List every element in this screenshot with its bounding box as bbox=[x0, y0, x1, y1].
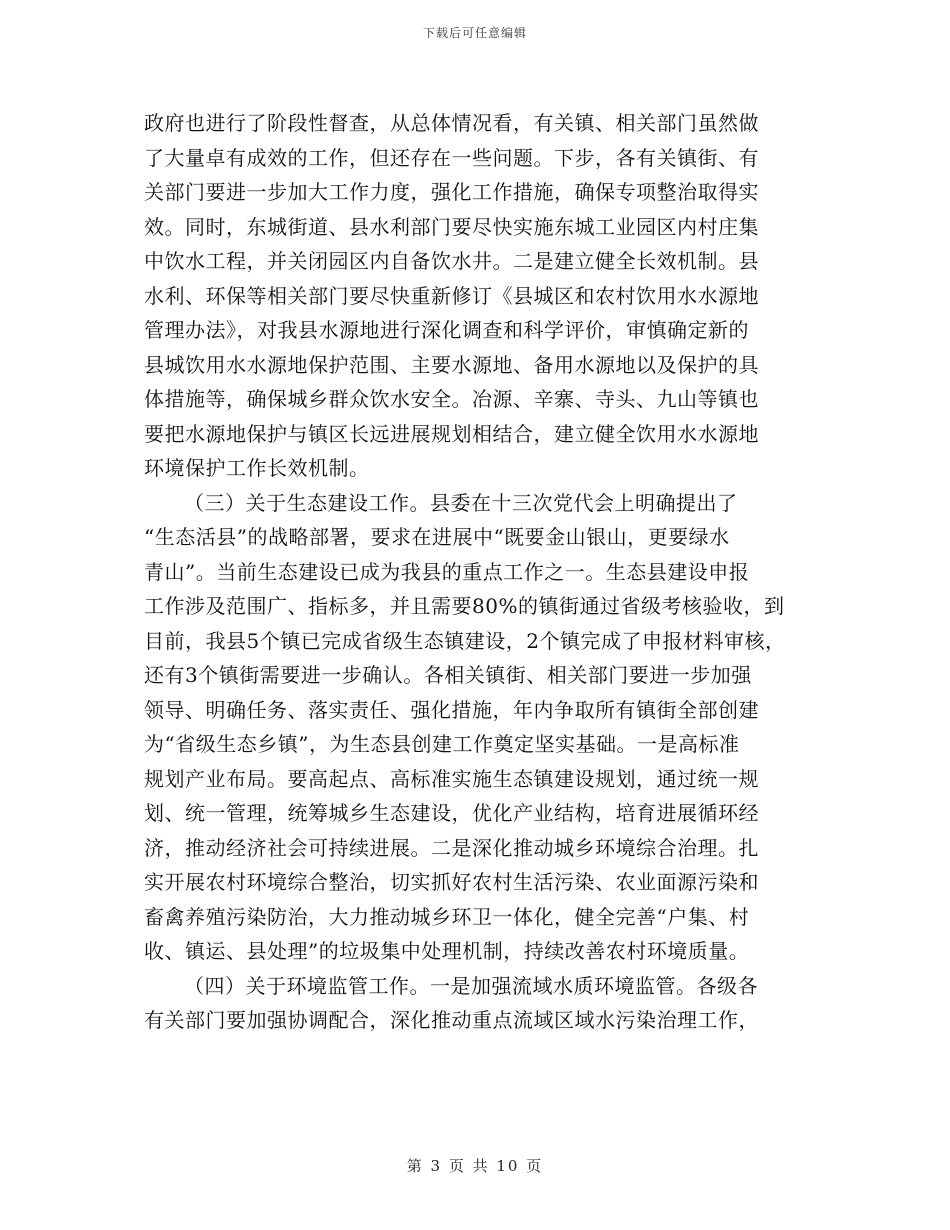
text-line: 管理办法》，对我县水源地进行深化调查和科学评价，审慎确定新的 bbox=[144, 318, 749, 342]
text-line: 青山”。当前生态建设已成为我县的重点工作之一。生态县建设申报 bbox=[144, 559, 750, 584]
text-line: 收、镇运、县处理”的垃圾集中处理机制，持续改善农村环境质量。 bbox=[144, 939, 750, 963]
text-line: 县城饮用水水源地保护范围、主要水源地、备用水源地以及保护的具 bbox=[144, 352, 759, 377]
text-line: 政府也进行了阶段性督查，从总体情况看，有关镇、相关部门虽然做 bbox=[144, 111, 759, 135]
text-line: 效。同时，东城街道、县水利部门要尽快实施东城工业园区内村庄集 bbox=[144, 214, 759, 239]
text-line: 环境保护工作长效机制。 bbox=[144, 456, 370, 480]
text-line: 水利、环保等相关部门要尽快重新修订《县城区和农村饮用水水源地 bbox=[144, 283, 759, 308]
text-line: 有关部门要加强协调配合，深化推动重点流域区域水污染治理工作， bbox=[144, 1008, 759, 1032]
page-header: 下载后可任意编辑 bbox=[422, 26, 527, 40]
text-line: 了大量卓有成效的工作，但还存在一些问题。下步，各有关镇街、有 bbox=[144, 145, 759, 170]
text-line: 关部门要进一步加大工作力度，强化工作措施，确保专项整治取得实 bbox=[144, 180, 759, 204]
text-line: 目前，我县5个镇已完成省级生态镇建设，2个镇完成了申报材料审核， bbox=[144, 628, 786, 653]
text-line: “生态活县”的战略部署，要求在进展中“既要金山银山，更要绿水 bbox=[144, 525, 730, 549]
document-body bbox=[144, 106, 804, 1038]
section-heading-4: （四）关于环境监管工作。一是加强流域水质环境监管。各级各 bbox=[184, 973, 758, 998]
text-line: 畜禽养殖污染防治，大力推动城乡环卫一体化，健全完善“户集、村 bbox=[144, 904, 750, 929]
section-heading-3: （三）关于生态建设工作。县委在十三次党代会上明确提出了 bbox=[184, 490, 738, 515]
text-line: 划、统一管理，统筹城乡生态建设，优化产业结构，培育进展循环经 bbox=[144, 801, 759, 825]
text-line: 体措施等，确保城乡群众饮水安全。冶源、辛寨、寺头、九山等镇也 bbox=[144, 387, 759, 411]
page-number: 第 3 页 共 10 页 bbox=[406, 1157, 544, 1175]
text-line: 要把水源地保护与镇区长远进展规划相结合，建立健全饮用水水源地 bbox=[144, 421, 759, 446]
text-line: 还有3个镇街需要进一步确认。各相关镇街、相关部门要进一步加强 bbox=[144, 663, 752, 687]
text-line: 济，推动经济社会可持续进展。二是深化推动城乡环境综合治理。扎 bbox=[144, 835, 759, 860]
text-line: 规划产业布局。要高起点、高标准实施生态镇建设规划，通过统一规 bbox=[144, 766, 759, 791]
text-line: 为“省级生态乡镇”，为生态县创建工作奠定坚实基础。一是高标准 bbox=[144, 732, 740, 756]
text-line: 实开展农村环境综合整治，切实抓好农村生活污染、农业面源污染和 bbox=[144, 870, 759, 894]
text-line: 工作涉及范围广、指标多，并且需要80%的镇街通过省级考核验收，到 bbox=[144, 594, 785, 618]
text-line: 领导、明确任务、落实责任、强化措施，年内争取所有镇街全部创建 bbox=[144, 697, 759, 722]
text-line: 中饮水工程，并关闭园区内自备饮水井。二是建立健全长效机制。县 bbox=[144, 249, 759, 273]
